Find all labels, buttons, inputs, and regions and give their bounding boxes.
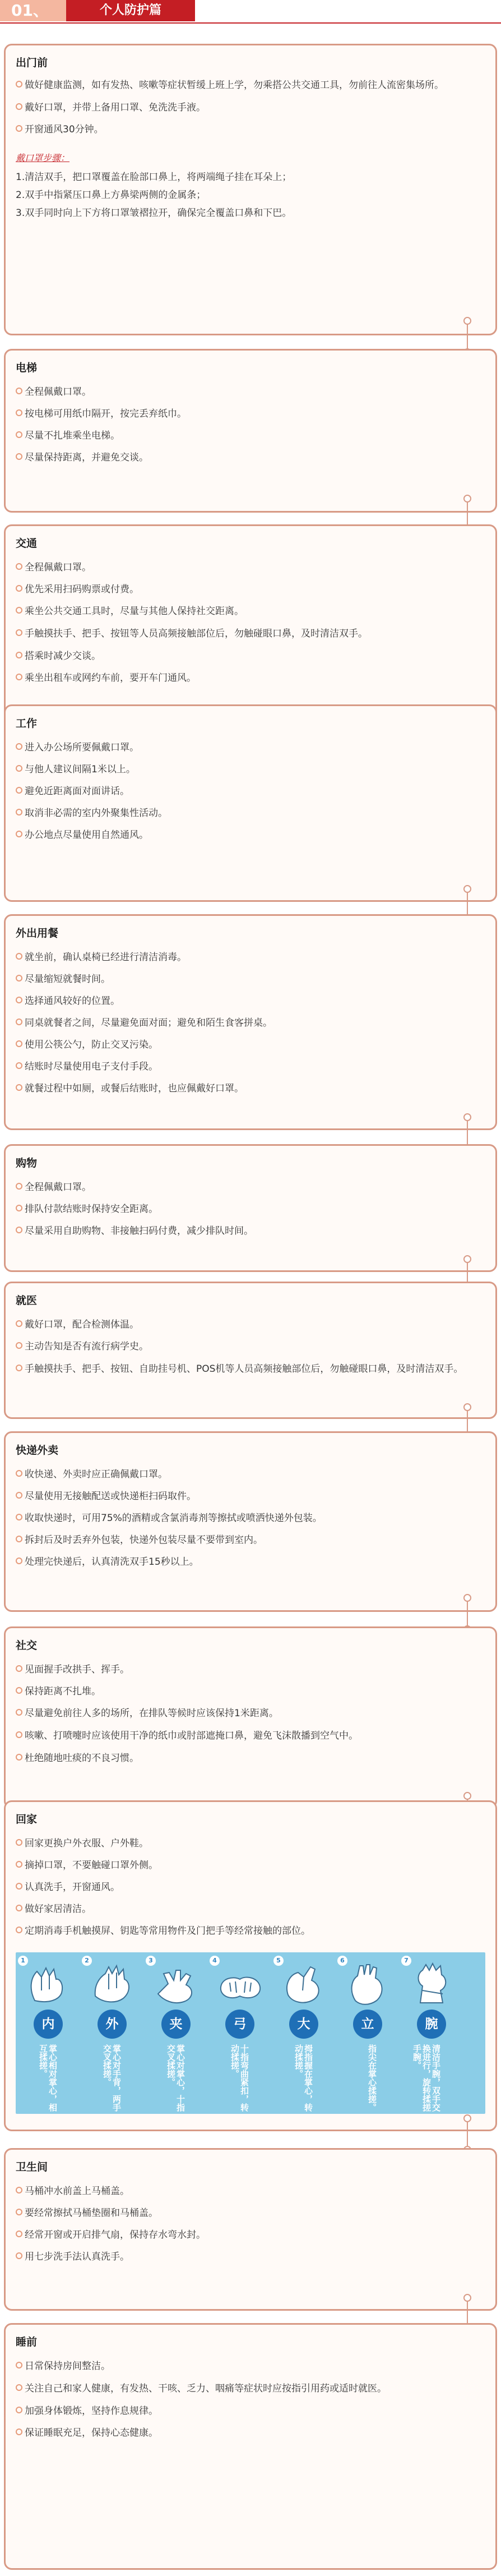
bullet-icon (16, 997, 22, 1003)
list-item: 取消非必需的室内外聚集性活动。 (16, 803, 485, 824)
card-title: 购物 (16, 1157, 38, 1169)
step-number: 4 (210, 1956, 220, 1966)
bullet-icon (16, 1320, 22, 1327)
list-item: 优先采用扫码购票或付费。 (16, 579, 485, 601)
bullet-icon (16, 809, 22, 815)
mask-step: 1.清洁双手，把口罩覆盖在脸部口鼻上，将两端绳子挂在耳朵上； (16, 172, 292, 183)
handwash-step (401, 1952, 485, 2114)
list-item: 同桌就餐者之间，尽量避免面对面；避免和陌生食客拼桌。 (16, 1012, 485, 1034)
list-item: 收快递、外卖时应正确佩戴口罩。 (16, 1464, 485, 1486)
hands-icon (408, 1961, 456, 2006)
step-text: 掌心相对掌心，相互揉搓。 (38, 2044, 58, 2112)
card-home (4, 1800, 497, 2131)
card-before-bed (4, 2323, 497, 2570)
card-title: 交通 (16, 537, 38, 550)
step-number: 1 (18, 1956, 28, 1966)
hands-icon (152, 1961, 201, 2006)
handwash-step (337, 1952, 399, 2114)
step-text: 掌心对掌心，十指交叉揉搓。 (166, 2044, 185, 2112)
step-text: 清洁手腕，双手交换进行，旋转揉搓手腕。 (412, 2044, 441, 2112)
handwash-step (210, 1952, 271, 2114)
bullet-icon (16, 652, 22, 658)
step-number: 7 (401, 1956, 411, 1966)
bullet-icon (16, 1861, 22, 1868)
list-item: 收取快递时，可用75%的酒精或含氯消毒剂等擦拭或喷洒快递外包装。 (16, 1508, 485, 1529)
list-item: 进入办公场所要佩戴口罩。 (16, 737, 485, 759)
card-title: 就医 (16, 1294, 38, 1307)
bullet-icon (16, 1470, 22, 1477)
list-item: 经常开窗或开启排气扇，保持存水弯水封。 (16, 2224, 485, 2246)
card-social (4, 1626, 497, 1809)
bullet-icon (16, 607, 22, 614)
list-item: 用七步洗手法认真洗手。 (16, 2246, 485, 2268)
mask-step: 3.双手同时向上下方将口罩皱褶拉开，确保完全覆盖口鼻和下巴。 (16, 208, 292, 219)
hands-icon (216, 1961, 265, 2006)
bullet-icon (16, 1365, 22, 1371)
bullet-icon (16, 629, 22, 636)
list-item: 主动告知是否有流行病学史。 (16, 1336, 485, 1358)
handwash-step (273, 1952, 335, 2114)
card-traffic (4, 524, 497, 729)
bullet-icon (16, 1514, 22, 1520)
bullet-icon (16, 125, 22, 132)
bullet-icon (16, 1205, 22, 1211)
list-item: 保证睡眠充足，保持心态健康。 (16, 2422, 485, 2444)
card-elevator (4, 349, 497, 513)
bullet-icon (16, 1183, 22, 1190)
step-text: 十指弯曲紧扣，转动揉搓。 (230, 2044, 249, 2112)
list-item: 处理完快递后，认真清洗双手15秒以上。 (16, 1551, 485, 1573)
hands-icon (280, 1961, 328, 2006)
bullet-icon (16, 1227, 22, 1233)
bullet-icon (16, 1342, 22, 1349)
bullet-icon (16, 409, 22, 416)
bullet-icon (16, 1557, 22, 1564)
bullet-icon (16, 2231, 22, 2237)
bullet-icon (16, 953, 22, 960)
list-item: 定期消毒手机触摸屏、钥匙等常用物件及门把手等经常接触的部位。 (16, 1920, 485, 1942)
bullet-icon (16, 453, 22, 460)
hands-icon (344, 1961, 392, 2006)
step-number: 3 (146, 1956, 156, 1966)
list-item: 避免近距离面对面讲话。 (16, 781, 485, 803)
list-item: 就餐过程中如厕，或餐后结账时，也应佩戴好口罩。 (16, 1078, 485, 1100)
list-item: 尽量保持距离，并避免交谈。 (16, 447, 485, 469)
list-item: 全程佩戴口罩。 (16, 381, 485, 403)
bullet-icon (16, 585, 22, 592)
section-number: 01、 (0, 0, 66, 21)
card-before-leaving (4, 44, 497, 335)
bullet-icon (16, 1062, 22, 1069)
bullet-icon (16, 1883, 22, 1890)
step-text: 拇指握在掌心，转动揉搓。 (294, 2044, 313, 2112)
bullet-icon (16, 765, 22, 772)
list-item: 办公地点尽量使用自然通风。 (16, 824, 485, 846)
card-medical (4, 1282, 497, 1419)
list-item: 咳嗽、打喷嚏时应该使用干净的纸巾或肘部遮掩口鼻，避免飞沫散播到空气中。 (16, 1727, 485, 1745)
list-item: 关注自己和家人健康，有发热、干咳、乏力、咽痛等症状时应按指引用药或适时就医。 (16, 2380, 485, 2398)
list-item: 要经常擦拭马桶垫圈和马桶盖。 (16, 2202, 485, 2224)
list-item: 搭乘时减少交谈。 (16, 646, 485, 667)
card-title: 出门前 (16, 57, 48, 69)
bullet-icon (16, 388, 22, 394)
list-item: 拆封后及时丢弃外包装，快递外包装尽量不要带到室内。 (16, 1529, 485, 1551)
step-badge: 立 (353, 2010, 382, 2039)
step-badge: 弓 (225, 2010, 254, 2039)
bullet-icon (16, 2428, 22, 2435)
bullet-icon (16, 1731, 22, 1738)
bullet-icon (16, 1905, 22, 1911)
card-title: 回家 (16, 1813, 38, 1826)
list-item: 杜绝随地吐痰的不良习惯。 (16, 1748, 485, 1769)
list-item: 就坐前，确认桌椅已经进行清洁消毒。 (16, 947, 485, 969)
hands-icon (25, 1961, 73, 2006)
list-item: 乘坐公共交通工具时，尽量与其他人保持社交距离。 (16, 601, 485, 623)
bullet-icon (16, 1040, 22, 1047)
handwash-step (18, 1952, 80, 2114)
list-item: 乘坐出租车或网约车前，要开车门通风。 (16, 667, 485, 689)
list-item: 尽量不扎堆乘坐电梯。 (16, 425, 485, 447)
card-title: 快递外卖 (16, 1444, 59, 1457)
list-item: 全程佩戴口罩。 (16, 557, 485, 579)
bullet-icon (16, 1754, 22, 1761)
list-item: 认真洗手，开窗通风。 (16, 1877, 485, 1898)
card-title: 外出用餐 (16, 927, 59, 939)
list-item: 尽量采用自助购物、非接触扫码付费，减少排队时间。 (16, 1220, 485, 1242)
list-item: 全程佩戴口罩。 (16, 1177, 485, 1199)
handwash-step (82, 1952, 143, 2114)
list-item: 摘掉口罩，不要触碰口罩外侧。 (16, 1855, 485, 1877)
list-item: 结账时尽量使用电子支付手段。 (16, 1056, 485, 1078)
bullet-icon (16, 975, 22, 981)
card-title: 睡前 (16, 2336, 38, 2348)
step-text: 指尖在掌心揉搓。 (367, 2044, 377, 2112)
list-item: 马桶冲水前盖上马桶盖。 (16, 2181, 485, 2202)
bullet-icon (16, 2187, 22, 2193)
list-item: 开窗通风30分钟。 (16, 119, 485, 141)
list-item: 戴好口罩，配合检测体温。 (16, 1314, 485, 1336)
step-number: 6 (337, 1956, 347, 1966)
step-number: 5 (273, 1956, 284, 1966)
mask-step: 2.双手中指紧压口鼻上方鼻梁两侧的金属条； (16, 190, 206, 201)
bullet-icon (16, 1665, 22, 1672)
step-badge: 夹 (161, 2010, 191, 2039)
list-item: 日常保持房间整洁。 (16, 2356, 485, 2377)
handwashing-steps-illustration (16, 1952, 485, 2114)
bullet-icon (16, 2407, 22, 2413)
step-badge: 腕 (417, 2010, 446, 2039)
list-item: 加强身体锻炼，坚持作息规律。 (16, 2400, 485, 2422)
list-item: 尽量缩短就餐时间。 (16, 969, 485, 990)
card-bathroom (4, 2148, 497, 2311)
handwash-step (146, 1952, 207, 2114)
step-text: 掌心对手背，两手交叉揉搓。 (102, 2044, 122, 2112)
bullet-icon (16, 1084, 22, 1091)
bullet-icon (16, 2252, 22, 2259)
list-item: 使用公筷公勺，防止交叉污染。 (16, 1034, 485, 1056)
bullet-icon (16, 1536, 22, 1542)
step-number: 2 (82, 1956, 92, 1966)
card-title: 社交 (16, 1639, 38, 1652)
list-item: 尽量使用无接触配送或快递柜扫码取件。 (16, 1486, 485, 1508)
bullet-icon (16, 831, 22, 837)
bullet-icon (16, 563, 22, 570)
bullet-icon (16, 2384, 22, 2391)
bullet-icon (16, 1709, 22, 1716)
list-item: 回家更换户外衣服、户外鞋。 (16, 1833, 485, 1855)
card-shopping (4, 1144, 497, 1272)
list-item: 手触摸扶手、把手、按钮等人员高频接触部位后，勿触碰眼口鼻，及时清洁双手。 (16, 625, 485, 643)
mask-steps-title: 戴口罩步骤： (16, 153, 70, 163)
card-work (4, 704, 497, 902)
bullet-icon (16, 2362, 22, 2368)
section-title: 个人防护篇 (66, 0, 195, 21)
list-item: 见面握手改拱手、挥手。 (16, 1659, 485, 1681)
list-item: 尽量避免前往人多的场所，在排队等候时应该保持1米距离。 (16, 1703, 485, 1725)
card-title: 电梯 (16, 362, 38, 374)
bullet-icon (16, 1927, 22, 1933)
list-item: 戴好口罩，并带上备用口罩、免洗洗手液。 (16, 97, 485, 119)
section-header (0, 0, 501, 24)
hands-icon (89, 1961, 137, 2006)
card-title: 工作 (16, 717, 38, 730)
step-badge: 内 (34, 2010, 63, 2039)
step-badge: 大 (289, 2010, 318, 2039)
bullet-icon (16, 674, 22, 680)
list-item: 排队付款结账时保持安全距离。 (16, 1199, 485, 1220)
step-badge: 外 (98, 2010, 127, 2039)
list-item: 按电梯可用纸巾隔开，按完丢弃纸巾。 (16, 403, 485, 425)
bullet-icon (16, 431, 22, 438)
bullet-icon (16, 787, 22, 794)
list-item: 保持距离不扎堆。 (16, 1681, 485, 1703)
list-item: 选择通风较好的位置。 (16, 990, 485, 1012)
bullet-icon (16, 2209, 22, 2215)
list-item: 做好家居清洁。 (16, 1898, 485, 1920)
bullet-icon (16, 743, 22, 750)
card-title: 卫生间 (16, 2161, 48, 2173)
bullet-icon (16, 81, 22, 87)
bullet-icon (16, 103, 22, 110)
bullet-icon (16, 1687, 22, 1694)
bullet-icon (16, 1019, 22, 1025)
bullet-icon (16, 1492, 22, 1499)
list-item: 与他人建议间隔1米以上。 (16, 759, 485, 781)
card-dining-out (4, 914, 497, 1130)
list-item: 手触摸扶手、把手、按钮、自助挂号机、POS机等人员高频接触部位后，勿触碰眼口鼻，及时清洁双手。 (16, 1360, 485, 1379)
bullet-icon (16, 1839, 22, 1846)
list-item: 做好健康监测，如有发热、咳嗽等症状暂缓上班上学，勿乘搭公共交通工具，勿前往人流密集场所。 (16, 76, 485, 95)
card-delivery (4, 1431, 497, 1612)
